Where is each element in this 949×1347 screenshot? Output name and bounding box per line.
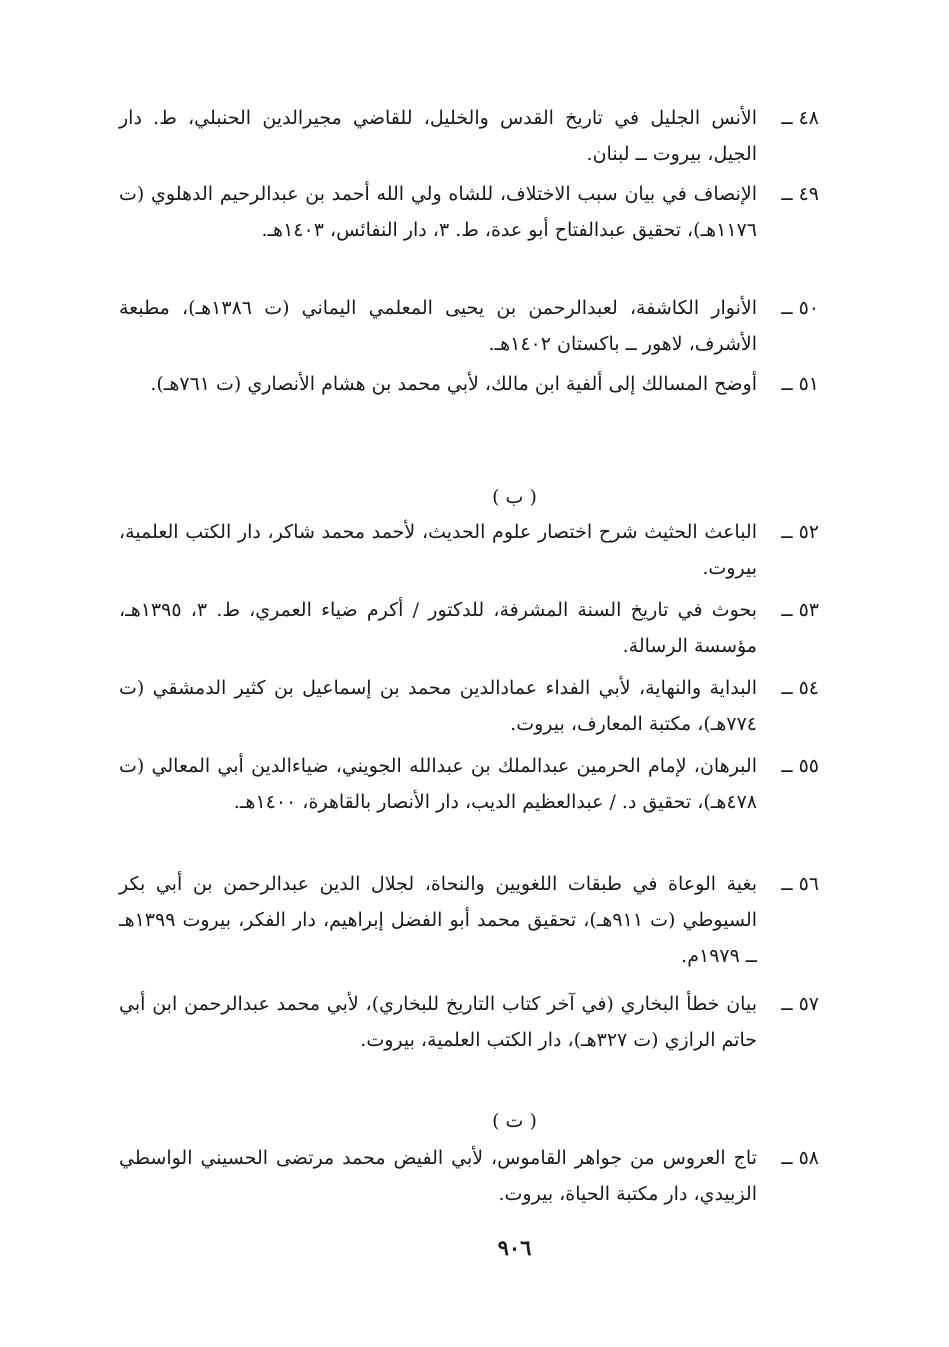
entry-text: الإنصاف في بيان سبب الاختلاف، للشاه ولي الله أحمد بن عبدالرحيم الدهلوي (ت ١١٧٦هـ)، تحقيق عبدالفتاح أبو عدة، ط. ٣، دار النفائس، ١٤٠٣هـ. [119,183,757,241]
entry-text: الباعث الحثيث شرح اختصار علوم الحديث، لأحمد محمد شاكر، دار الكتب العلمية، بيروت. [119,521,757,579]
entry-text: بحوث في تاريخ السنة المشرفة، للدكتور / أكرم ضياء العمري، ط. ٣، ١٣٩٥هـ، مؤسسة الرسالة. [119,599,757,657]
section-heading-ba: ( ب ) [492,486,537,508]
page-number: ٩٠٦ [497,1235,532,1260]
bibliography-entry-48 [119,100,819,172]
bibliography-entry-49 [119,176,819,248]
entry-text: البرهان، لإمام الحرمين عبدالملك بن عبدالله الجويني، ضياءالدين أبي المعالي (ت ٤٧٨هـ)، تحقيق د. / عبدالعظيم الديب، دار الأنصار بالقاهرة، ١٤٠٠هـ. [119,755,757,813]
entry-number: ٥٨ ــ [781,1147,819,1169]
bibliography-entry-56 [119,866,819,974]
section-heading-ta: ( ت ) [492,1110,537,1132]
entry-text: بيان خطأ البخاري (في آخر كتاب التاريخ للبخاري)، لأبي محمد عبدالرحمن ابن أبي حاتم الرازي (ت ٣٢٧هـ)، دار الكتب العلمية، بيروت. [119,993,757,1051]
bibliography-entry-58 [119,1140,819,1212]
bibliography-entry-57 [119,986,819,1058]
entry-number: ٥٠ ــ [781,297,819,319]
bibliography-entry-54 [119,670,819,742]
entry-number: ٥٧ ــ [781,993,819,1015]
entry-number: ٥٥ ــ [781,755,819,777]
bibliography-entry-51 [119,366,819,402]
entry-number: ٥٣ ــ [781,599,819,621]
entry-text: الأنس الجليل في تاريخ القدس والخليل، للقاضي مجيرالدين الحنبلي، ط. دار الجيل، بيروت ــ لبنان. [119,107,757,165]
bibliography-entry-52 [119,514,819,586]
entry-text: الأنوار الكاشفة، لعبدالرحمن بن يحيى المعلمي اليماني (ت ١٣٨٦هـ)، مطبعة الأشرف، لاهور ــ باكستان ١٤٠٢هـ. [119,297,757,355]
entry-text: تاج العروس من جواهر القاموس، لأبي الفيض محمد مرتضى الحسيني الواسطي الزبيدي، دار مكتبة الحياة، بيروت. [119,1147,757,1205]
entry-number: ٥٢ ــ [781,521,819,543]
bibliography-entry-55 [119,748,819,820]
entry-number: ٤٨ ــ [781,107,819,129]
entry-number: ٥٦ ــ [781,873,819,895]
entry-number: ٥٤ ــ [781,677,819,699]
entry-text: بغية الوعاة في طبقات اللغويين والنحاة، لجلال الدين عبدالرحمن بن أبي بكر السيوطي (ت ٩١١هـ)، تحقيق محمد أبو الفضل إبراهيم، دار الفكر، بيروت ١٣٩٩هـ ــ ١٩٧٩م. [119,873,757,967]
entry-number: ٥١ ــ [781,373,819,395]
bibliography-entry-50 [119,290,819,362]
entry-number: ٤٩ ــ [781,183,819,205]
entry-text: البداية والنهاية، لأبي الفداء عمادالدين محمد بن إسماعيل بن كثير الدمشقي (ت ٧٧٤هـ)، مكتبة المعارف، بيروت. [119,677,757,735]
entry-text: أوضح المسالك إلى ألفية ابن مالك، لأبي محمد بن هشام الأنصاري (ت ٧٦١هـ). [150,373,757,395]
bibliography-entry-53 [119,592,819,664]
